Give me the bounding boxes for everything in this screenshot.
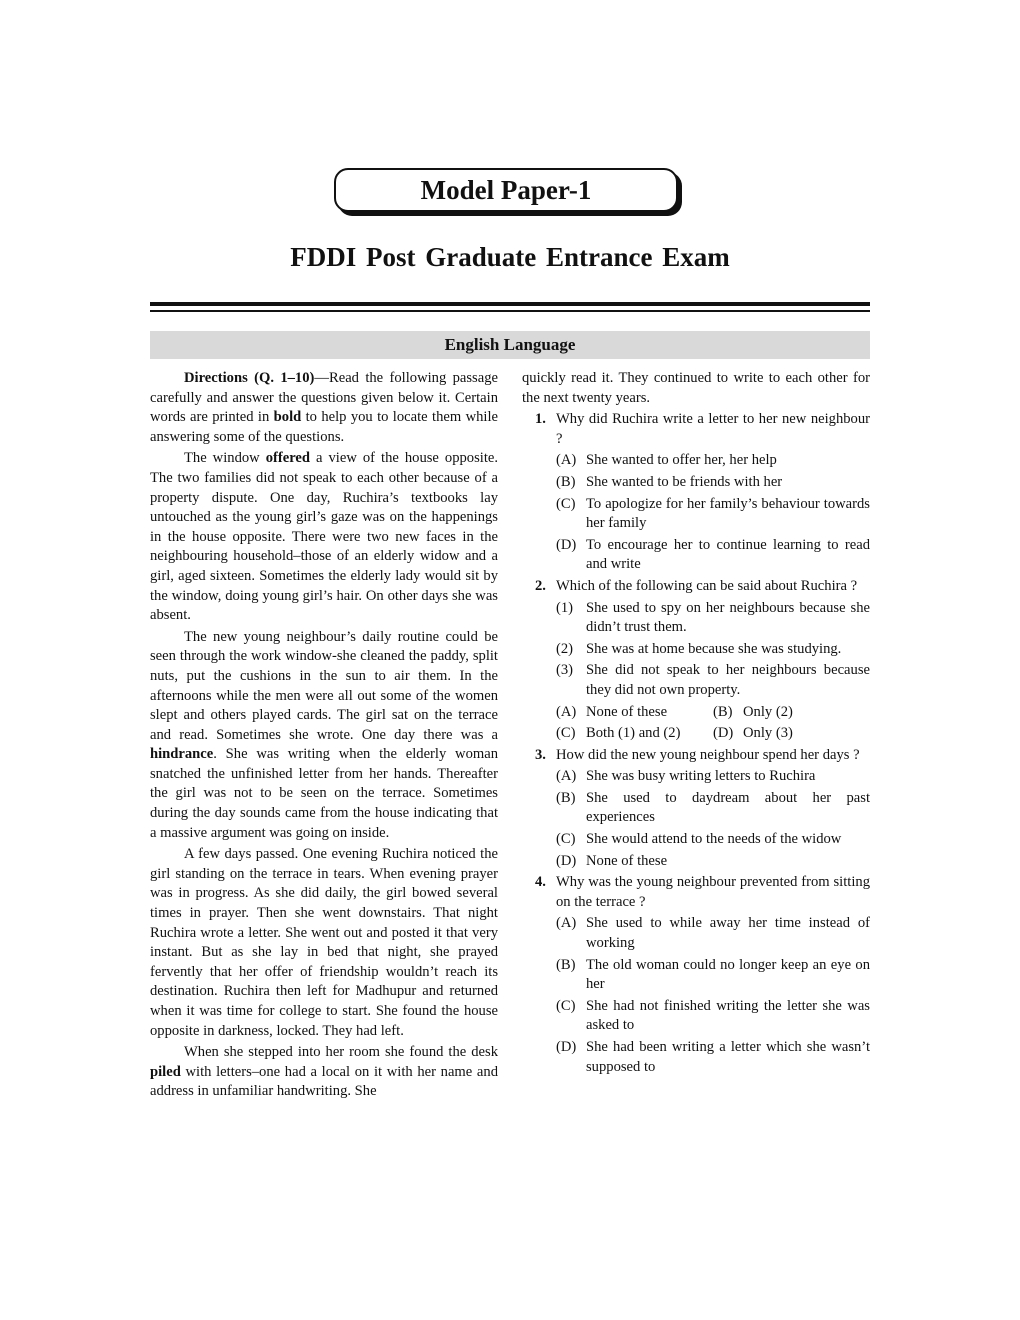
bold-word-piled: piled	[150, 1063, 181, 1080]
divider-thick	[150, 302, 870, 306]
question-number: 3.	[535, 746, 546, 763]
exam-title: FDDI Post Graduate Entrance Exam	[290, 242, 730, 272]
bold-word-hindrance: hindrance	[150, 746, 214, 763]
option[interactable]: (D) Only (3)	[713, 725, 793, 742]
option[interactable]: (C) Both (1) and (2)	[556, 725, 681, 742]
passage-paragraph-1: The window offered a view of the house opposite. The two families did not speak to each other because of a property dispute. One day, Ruchira’s textbooks lay untouched as the young girl’s gaze was on the happenings in the house opposite. There were two new faces in the neighbouring household–those of an elderly widow and a girl, aged sixteen. Sometimes the elderly lady would sit by the window, doing young girl’s hair. On other days she was absent.	[150, 450, 498, 624]
question-3	[522, 746, 870, 766]
option[interactable]: (B) Only (2)	[713, 703, 793, 720]
option[interactable]: (D) She had been writing a letter which she wasn’t supposed to	[556, 1039, 870, 1075]
statement: (3) She did not speak to her neighbours because they did not own property.	[556, 662, 870, 698]
directions-paragraph: Directions (Q. 1–10)—Read the following passage carefully and answer the questions given below it. Certain words are printed in bold to help you to locate them while answering some of the questions.	[150, 370, 498, 445]
option[interactable]: (D) To encourage her to continue learning to read and write	[556, 536, 870, 573]
question-4	[522, 873, 870, 912]
question-text: How did the new young neighbour spend her days ?	[556, 746, 860, 763]
statement: (2) She was at home because she was studying.	[556, 640, 842, 657]
option[interactable]: (A) None of these	[556, 703, 668, 720]
question-text: Which of the following can be said about Ruchira ?	[556, 577, 858, 594]
question-number: 2.	[535, 577, 546, 594]
passage-paragraph-3: A few days passed. One evening Ruchira noticed the girl standing on the terrace in tears. When evening prayer was in progress. As she did daily, the girl bowed several times in prayer. Then she went downstairs. That night Ruchira wrote a letter. She went out and posted it that very instant. But as she lay in bed that night, she prayed fervently that her offer of friendship wouldn’t reach its destination. Ruchira then left for Madhupur and returned when it was time for college to start. She found the house opposite in darkness, locked. They had left.	[150, 846, 498, 1039]
option[interactable]: (B) She wanted to be friends with her	[556, 473, 783, 490]
option[interactable]: (A) She wanted to offer her, her help	[556, 452, 777, 469]
questions-column	[522, 369, 870, 1079]
model-paper-title-box	[334, 168, 678, 212]
passage-continuation: quickly read it. They continued to write to each other for the next twenty years.	[522, 370, 870, 406]
option[interactable]: (A) She used to while away her time instead of working	[556, 915, 870, 952]
question-2	[522, 577, 870, 597]
option[interactable]: (B) She used to daydream about her past experiences	[556, 789, 870, 826]
question-text: Why was the young neighbour prevented from sitting on the terrace ?	[556, 874, 870, 910]
option[interactable]: (B) The old woman could no longer keep an eye on her	[556, 956, 870, 993]
bold-word-offered: offered	[265, 450, 311, 467]
option[interactable]: (C) She had not finished writing the letter she was asked to	[556, 997, 870, 1034]
option[interactable]: (C) To apologize for her family’s behaviour towards her family	[556, 495, 870, 532]
passage-column	[150, 369, 498, 1104]
question-number: 4.	[535, 874, 546, 891]
option[interactable]: (A) She was busy writing letters to Ruchira	[556, 768, 816, 785]
question-text: Why did Ruchira write a letter to her new neighbour ?	[556, 411, 870, 447]
statement: (1) She used to spy on her neighbours because she didn’t trust them.	[556, 599, 870, 636]
question-number: 1.	[535, 411, 546, 428]
section-header	[150, 331, 870, 359]
option-row	[522, 703, 870, 723]
option[interactable]: (C) She would attend to the needs of the widow	[556, 831, 842, 848]
divider-thin	[150, 310, 870, 312]
passage-paragraph-4: When she stepped into her room she found the desk piled with letters–one had a local on it with her name and address in unfamiliar handwriting. She	[150, 1044, 498, 1100]
passage-paragraph-2: The new young neighbour’s daily routine could be seen through the work window-she cleaned the paddy, split nuts, put the cushions in the sun to air them. In the afternoons while the men were all out some of the women slept and others played cards. The girl sat on the terrace and read. Sometimes she wrote. One day there was a hindrance. She was writing when the elderly woman snatched the unfinished letter from her hands. Thereafter the girl was not to be seen on the terrace. Sometimes during the day sounds came from the house indicating that a massive argument was going on inside.	[150, 628, 498, 841]
option[interactable]: (D) None of these	[556, 852, 668, 869]
section-title: English Language	[444, 335, 576, 354]
directions-label: Directions (Q. 1–10)	[184, 370, 315, 386]
question-1	[522, 410, 870, 449]
model-paper-title: Model Paper-1	[420, 174, 592, 205]
option-row	[522, 724, 870, 744]
